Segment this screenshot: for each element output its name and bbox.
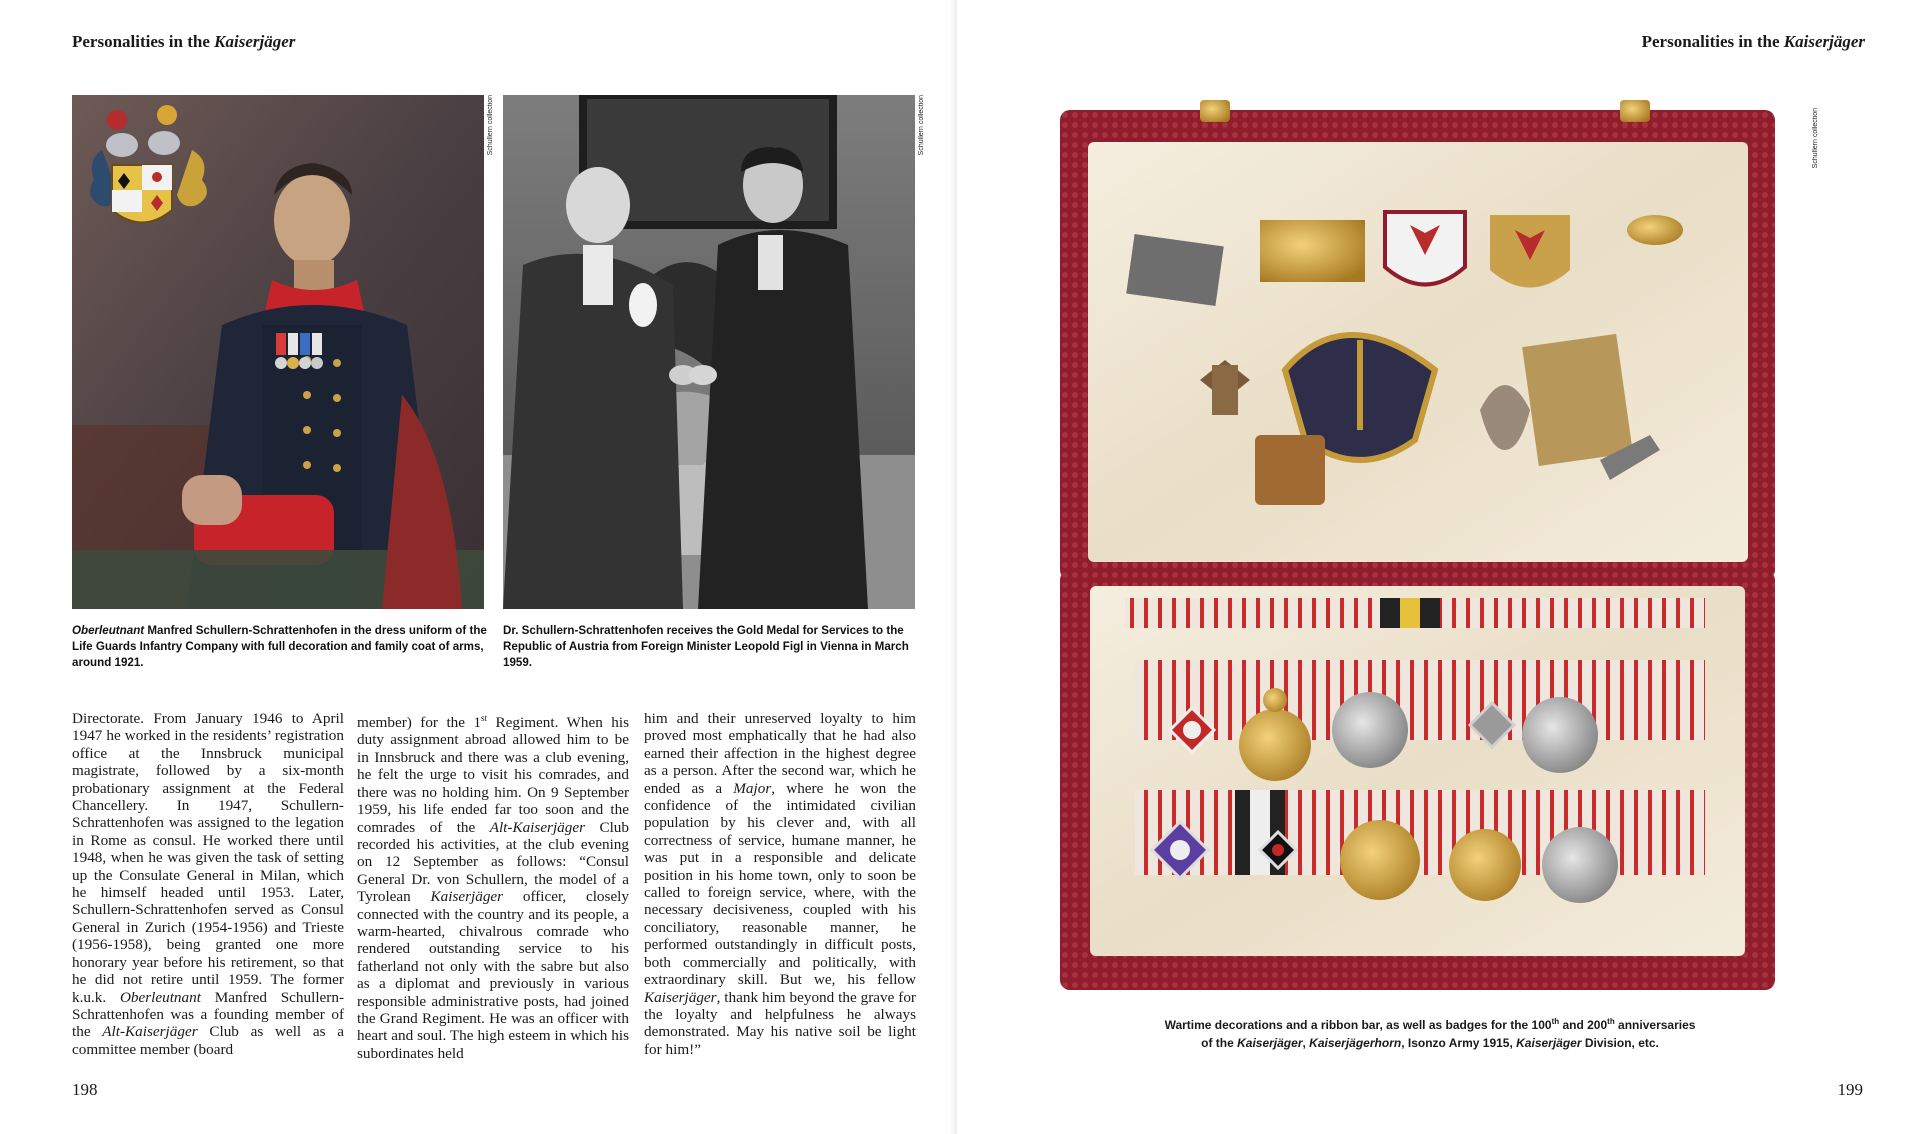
photo-credit-medals: Schullern collection (1812, 108, 1819, 169)
ceremony-caption: Dr. Schullern-Schrattenhofen receives the Gold Medal for Services to the Republic of Austria from Foreign Minister Leopold Figl in Vienna in March 1959. (503, 624, 909, 669)
medals-caption-line-2: of the Kaiserjäger, Kaiserjägerhorn, Isonzo Army 1915, Kaiserjäger Division, etc. (1201, 1036, 1659, 1050)
running-header-left: Personalities in the Kaiserjäger (72, 32, 296, 51)
ceremony-photo (503, 95, 915, 609)
photo-credit-ceremony: Schullern collection (918, 95, 925, 156)
running-header-right: Personalities in the Kaiserjäger (1641, 32, 1865, 51)
medals-caption (1085, 1013, 1775, 1052)
body-column-2: member) for the 1st Regiment. When his duty assignment abroad allowed him to be in Innsbruck and there was a club evening, he felt the urge to visit his comrades, and there was no holding him. On 9 September 1959, his life ended far too soon and the comrades of the Alt-Kaiserjäger Club recorded his activities, at the club evening on 12 September as follows: “Consul General Dr. von Schullern, the model of a Tyrolean Kaiserjäger officer, closely connected with the country and its people, a warm-hearted, chivalrous comrade who rendered outstanding service to his fatherland not only with the sabre but also as a diplomat and previously in various responsible administrative posts, had joined the Grand Regiment. He was an officer with heart and soul. The high esteem in which his subordinates held (357, 713, 629, 1062)
body-column-3: him and their unreserved loyalty to him proved most emphatically that he had also earned their affection in the highest degree as a person. After the second war, which he ended as a Major, where he won the confidence of the intimidated civilian population by his clever and, with all correctness of service, humane manner, he was put in a responsible and delicate position in his home town, only to soon be called to foreign service, where, with the necessary decisiveness, coupled with his conciliatory, reasonable manner, he performed outstandingly in difficult posts, both commercially and politically, with extraordinary skill. But we, his fellow Kaiserjäger, thank him beyond the grave for the loyalty and helpfulness he always demonstrated. May his native soil be light for him!” (644, 710, 916, 1058)
portrait-painting (72, 95, 484, 609)
body-column-1: Directorate. From January 1946 to April 1947 he worked in the residents’ registration office at the Innsbruck municipal magistrate, followed by a six-month probationary assignment at the Federal Chancellery. In 1947, Schullern-Schrattenhofen was assigned to the legation in Rome as consul. He worked there until 1948, when he was given the task of setting up the Consulate General in Milan, which he himself headed until 1953. Later, Schullern-Schrattenhofen served as Consul General in Zurich (1954-1956) and Trieste (1956-1958), being granted one more honorary year before his retirement, so that he did not retire until 1959. The former k.u.k. Oberleutnant Manfred Schullern-Schrattenhofen was a founding member of the Alt-Kaiserjäger Club as well as a committee member (board (72, 710, 345, 1058)
page-number-right: 199 (1837, 1080, 1863, 1099)
photo-credit-portrait: Schullern collection (487, 95, 494, 156)
left-page (0, 0, 956, 1134)
portrait-caption: Oberleutnant Manfred Schullern-Schrattenhofen in the dress uniform of the Life Guards Infantry Company with full decoration and family coat of arms, around 1921. (72, 624, 487, 669)
page-number-left: 198 (72, 1080, 98, 1099)
medals-caption-line-1: Wartime decorations and a ribbon bar, as well as badges for the 100th and 200th anniversaries (1164, 1017, 1696, 1032)
medal-box-photo (1060, 100, 1780, 995)
